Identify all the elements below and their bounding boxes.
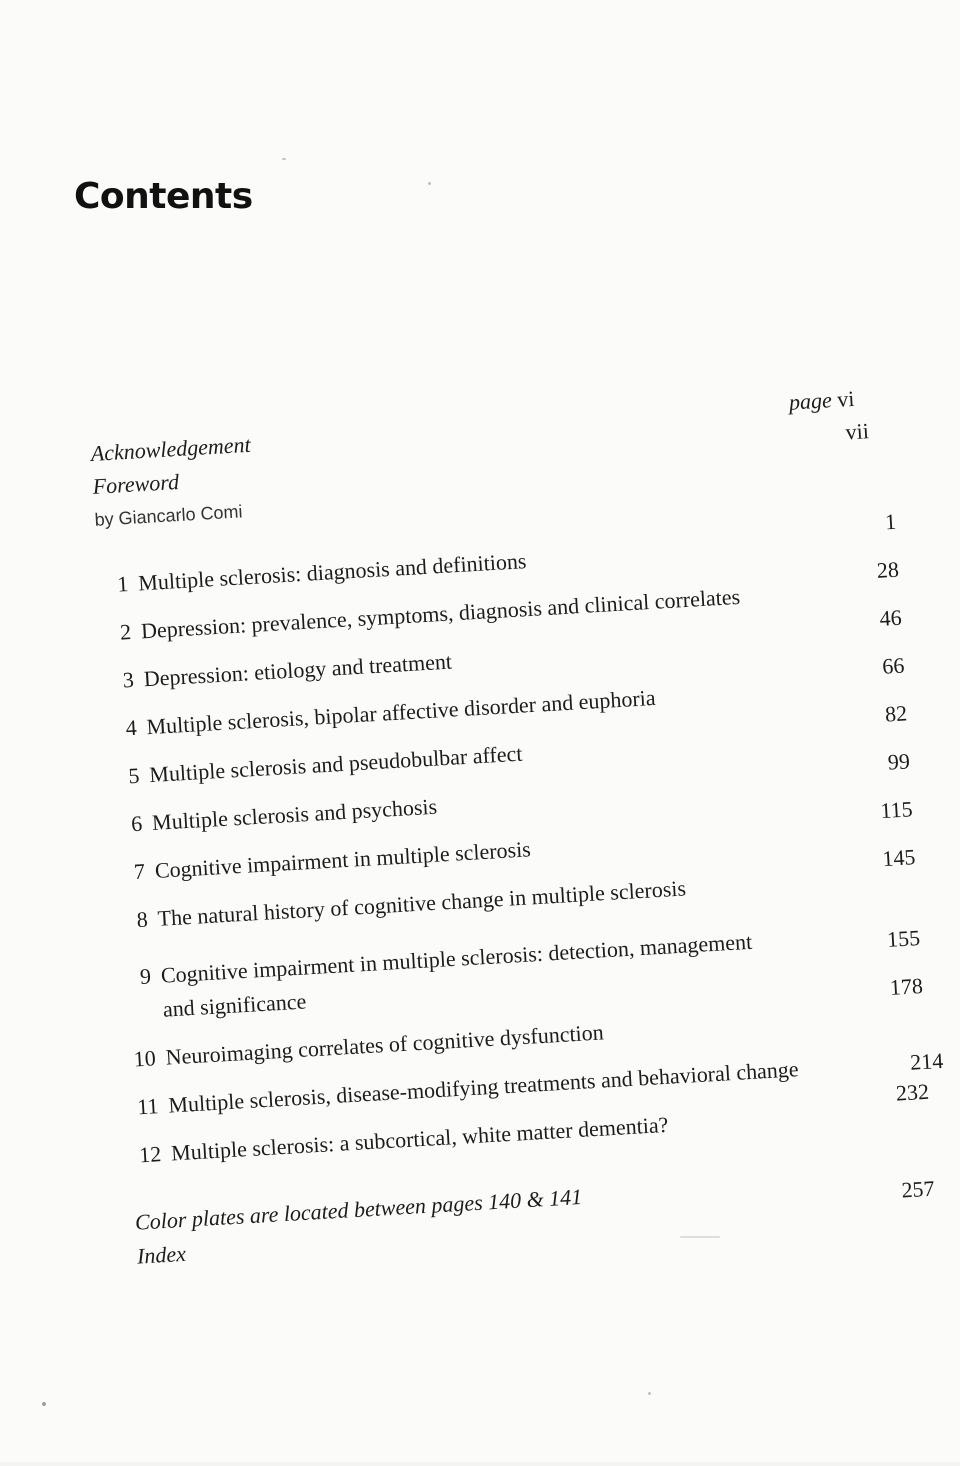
front-page-acknowledgement: vi (836, 385, 855, 412)
scan-speck (428, 182, 431, 185)
chapter-page-8: 145 (881, 844, 917, 872)
front-entry-foreword (92, 469, 180, 500)
chapter-page-6: 99 (887, 748, 911, 775)
page-column-header (788, 386, 855, 416)
chapter-title: Depression: prevalence, symptoms, diagnosis and clinical correlates (140, 583, 741, 644)
chapter-title: Multiple sclerosis: diagnosis and definitions (137, 548, 528, 596)
chapter-number: 10 (132, 1045, 157, 1072)
scan-speck (282, 158, 286, 160)
chapter-page-12: 232 (895, 1078, 930, 1106)
chapter-page-5: 82 (884, 700, 908, 727)
front-entry-acknowledgement (90, 432, 251, 467)
chapter-number: 8 (135, 906, 149, 933)
front-entry-author (94, 501, 243, 530)
chapter-number: 4 (124, 714, 138, 741)
chapter-title: Cognitive impairment in multiple sclerosis: detection, management (160, 928, 753, 988)
scan-speck (42, 1402, 46, 1406)
chapter-number: 1 (116, 571, 130, 597)
chapter-entry-9-continued (162, 989, 307, 1023)
chapter-title: The natural history of cognitive change in multiple sclerosis (156, 875, 687, 931)
scan-speck (680, 1236, 720, 1238)
chapter-page-11: 214 (909, 1047, 944, 1075)
chapter-title: Multiple sclerosis and psychosis (151, 793, 438, 836)
front-title: Foreword (91, 468, 180, 499)
chapter-page-3: 46 (878, 604, 903, 631)
scan-speck (648, 1392, 651, 1395)
front-title: by Giancarlo Comi (94, 501, 243, 530)
chapter-page-7: 115 (879, 796, 914, 824)
chapter-page-1: 1 (884, 508, 897, 535)
chapter-title: Depression: etiology and treatment (143, 648, 453, 692)
contents-heading: Contents (74, 176, 253, 217)
chapter-page-10: 178 (889, 972, 924, 1000)
front-page-foreword: vii (844, 418, 870, 445)
chapter-title: Multiple sclerosis, bipolar affective disorder and euphoria (145, 684, 657, 740)
chapter-number: 6 (130, 810, 143, 837)
chapter-title: Cognitive impairment in multiple sclerosis (154, 836, 532, 883)
chapter-title: Multiple sclerosis and pseudobulbar affect (148, 740, 523, 788)
chapter-number: 7 (133, 858, 146, 885)
chapter-title: Multiple sclerosis, disease-modifying treatments and behavioral change (167, 1056, 800, 1118)
chapter-number: 9 (139, 963, 152, 989)
chapter-title-continued: and significance (162, 988, 307, 1022)
index-entry: Index (136, 1240, 187, 1269)
chapter-number: 2 (119, 618, 132, 645)
chapter-number: 5 (127, 762, 141, 789)
chapter-title: Neuroimaging correlates of cognitive dysfunction (164, 1019, 605, 1070)
index-page: 257 (900, 1175, 936, 1203)
chapter-title: Multiple sclerosis: a subcortical, white matter dementia? (170, 1111, 669, 1166)
chapter-number: 11 (136, 1093, 160, 1120)
chapter-page-2: 28 (876, 556, 900, 583)
chapter-number: 3 (122, 666, 135, 693)
chapter-page-9: 155 (886, 925, 921, 952)
front-title: Acknowledgement (90, 431, 252, 466)
color-plates-note: Color plates are located between pages 140 & 141 (134, 1183, 583, 1235)
page-label: page (788, 387, 833, 415)
chapter-number: 12 (138, 1141, 162, 1168)
chapter-page-4: 66 (881, 652, 906, 679)
